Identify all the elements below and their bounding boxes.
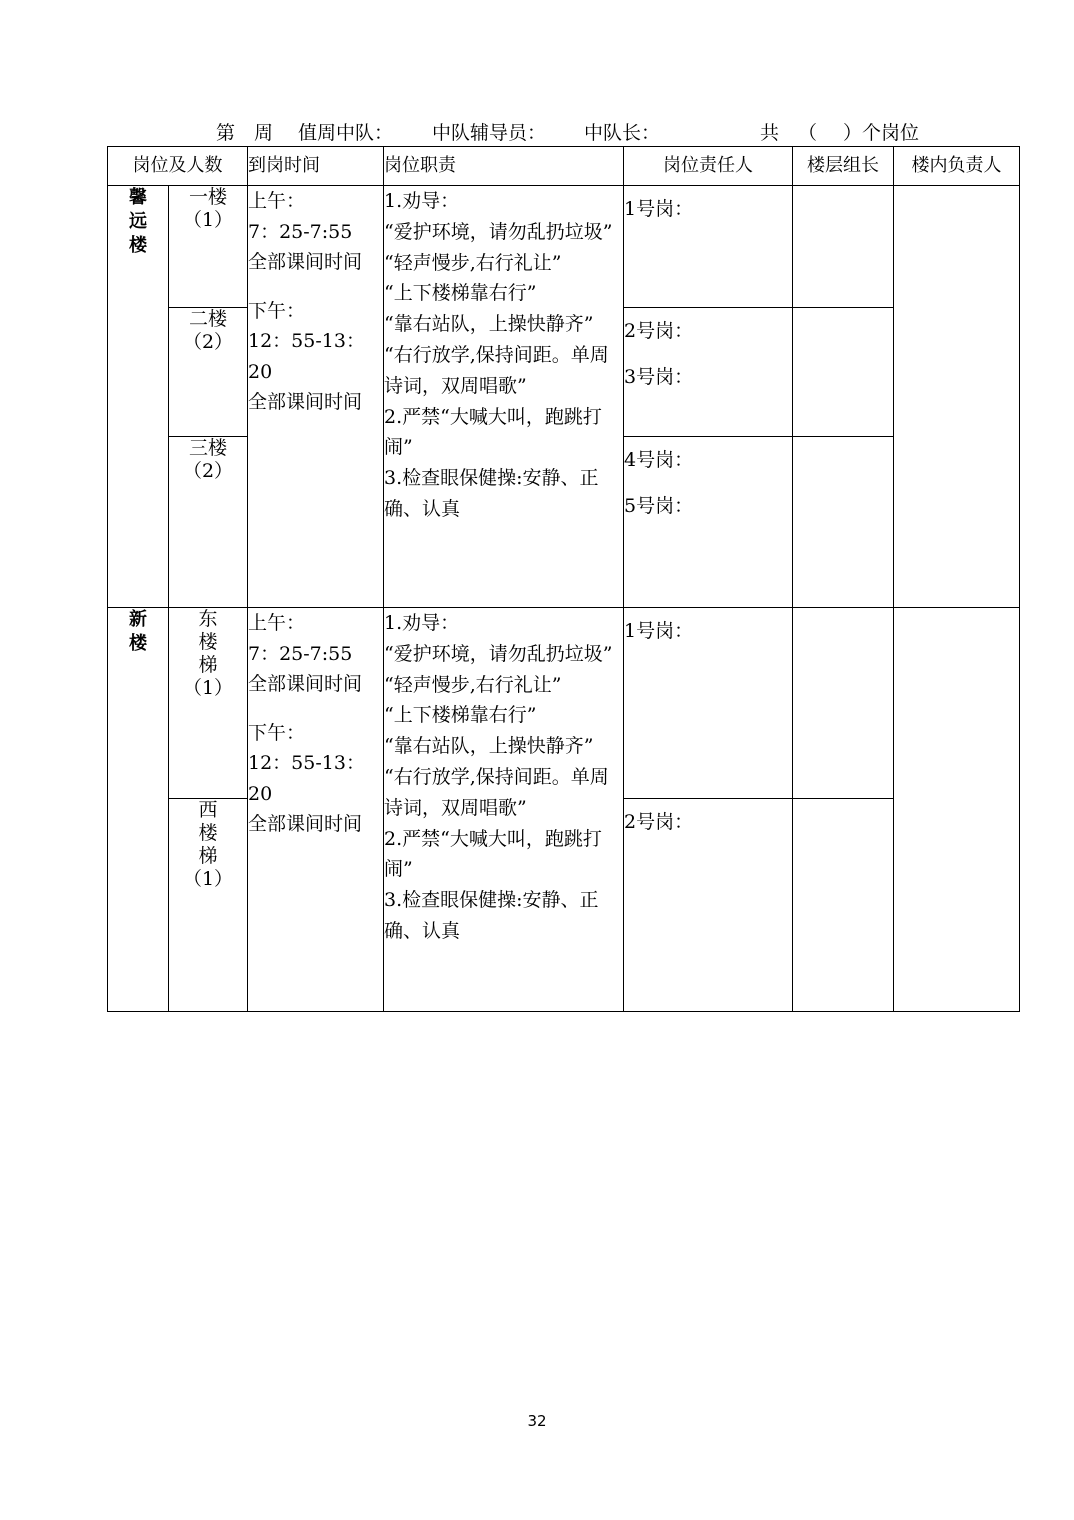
am-time: 7：25-7:55	[248, 220, 353, 243]
floor-count: （1）	[182, 677, 234, 699]
building-head-cell[interactable]	[894, 608, 1020, 1012]
page-number: 32	[527, 1412, 547, 1430]
building-cell	[108, 186, 169, 608]
pm-time: 12：55-13：20	[248, 330, 365, 383]
duty-line: “右行放学,保持间距。单周诗词，双周唱歌”	[384, 343, 609, 397]
duties-cell	[384, 186, 624, 608]
duty-line: “轻声慢步,右行礼让”	[384, 673, 562, 696]
duty-line: 3.检查眼保健操:安静、正确、认真	[384, 467, 599, 520]
duty-post-table	[107, 146, 1020, 1012]
duty-line: 1.劝导：	[384, 190, 460, 212]
pm-note: 全部课间时间	[248, 813, 363, 835]
building-name: 馨远楼	[129, 187, 147, 256]
page-header	[108, 118, 1020, 146]
week-suffix: 周	[254, 122, 274, 144]
total-paren-close: ）个岗位	[843, 122, 920, 144]
col-header-post-count: 岗位及人数	[108, 147, 248, 186]
duty-line: 2.严禁“大喊大叫，跑跳打闹”	[384, 405, 602, 459]
post-label: 3号岗：	[624, 366, 694, 388]
floor-leader-cell[interactable]	[793, 437, 894, 608]
squad-captain-label: 中队长：	[584, 122, 661, 144]
am-note: 全部课间时间	[248, 673, 363, 695]
floor-name: 二楼	[188, 308, 227, 330]
floor-count: （2）	[182, 460, 234, 482]
floor-name: 西楼梯	[198, 799, 218, 867]
post-label: 4号岗：	[624, 449, 694, 471]
week-prefix: 第	[216, 122, 236, 144]
post-cell	[624, 608, 793, 799]
col-header-duties: 岗位职责	[384, 147, 624, 186]
duty-line: “爱护环境，请勿乱扔垃圾”	[384, 220, 613, 243]
total-paren-open: （	[798, 122, 818, 144]
post-label: 2号岗：	[624, 811, 694, 833]
am-label: 上午：	[248, 190, 306, 212]
duty-line: “靠右站队，上操快静齐”	[384, 313, 594, 336]
floor-count: （1）	[182, 868, 234, 890]
col-header-floor-leader: 楼层组长	[793, 147, 894, 186]
post-cell	[624, 186, 793, 308]
building-cell	[108, 608, 169, 1012]
floor-leader-cell[interactable]	[793, 608, 894, 799]
pm-label: 下午：	[248, 721, 306, 744]
duties-cell	[384, 608, 624, 1012]
post-cell	[624, 799, 793, 1012]
duty-line: “轻声慢步,右行礼让”	[384, 251, 562, 274]
floor-cell	[169, 437, 248, 608]
floor-leader-cell[interactable]	[793, 308, 894, 437]
col-header-arrival-time: 到岗时间	[248, 147, 384, 186]
pm-time: 12：55-13：20	[248, 752, 365, 805]
floor-cell	[169, 308, 248, 437]
floor-cell	[169, 799, 248, 1012]
arrival-time-cell	[248, 186, 384, 608]
floor-cell	[169, 186, 248, 308]
floor-name: 一楼	[188, 186, 227, 208]
am-label: 上午：	[248, 612, 306, 634]
table-row	[108, 608, 1020, 799]
pm-note: 全部课间时间	[248, 391, 363, 413]
duty-line: 1.劝导：	[384, 612, 460, 634]
floor-leader-cell[interactable]	[793, 186, 894, 308]
floor-count: （2）	[182, 331, 234, 353]
col-header-building-head: 楼内负责人	[894, 147, 1020, 186]
post-cell	[624, 437, 793, 608]
floor-leader-cell[interactable]	[793, 799, 894, 1012]
duty-line: “爱护环境，请勿乱扔垃圾”	[384, 642, 613, 665]
duty-line: “右行放学,保持间距。单周诗词，双周唱歌”	[384, 765, 609, 819]
duty-line: “上下楼梯靠右行”	[384, 704, 537, 727]
floor-count: （1）	[182, 209, 234, 231]
post-label: 1号岗：	[624, 198, 694, 220]
table-header-row	[108, 147, 1020, 186]
building-head-cell[interactable]	[894, 186, 1020, 608]
floor-name: 三楼	[188, 437, 227, 459]
post-label: 2号岗：	[624, 320, 694, 342]
duty-line: 3.检查眼保健操:安静、正确、认真	[384, 889, 599, 942]
post-label: 1号岗：	[624, 620, 694, 642]
total-prefix: 共	[760, 122, 780, 144]
am-note: 全部课间时间	[248, 251, 363, 273]
col-header-responsible-person: 岗位责任人	[624, 147, 793, 186]
pm-label: 下午：	[248, 299, 306, 322]
post-label: 5号岗：	[624, 495, 694, 517]
duty-line: “上下楼梯靠右行”	[384, 282, 537, 305]
building-name: 新楼	[129, 609, 147, 654]
am-time: 7：25-7:55	[248, 642, 353, 665]
arrival-time-cell	[248, 608, 384, 1012]
squad-counselor-label: 中队辅导员：	[432, 122, 547, 144]
duty-squad-label: 值周中队：	[298, 122, 394, 144]
post-cell	[624, 308, 793, 437]
table-row	[108, 186, 1020, 308]
duty-line: “靠右站队，上操快静齐”	[384, 735, 594, 758]
floor-cell	[169, 608, 248, 799]
floor-name: 东楼梯	[198, 608, 218, 676]
duty-line: 2.严禁“大喊大叫，跑跳打闹”	[384, 827, 602, 881]
